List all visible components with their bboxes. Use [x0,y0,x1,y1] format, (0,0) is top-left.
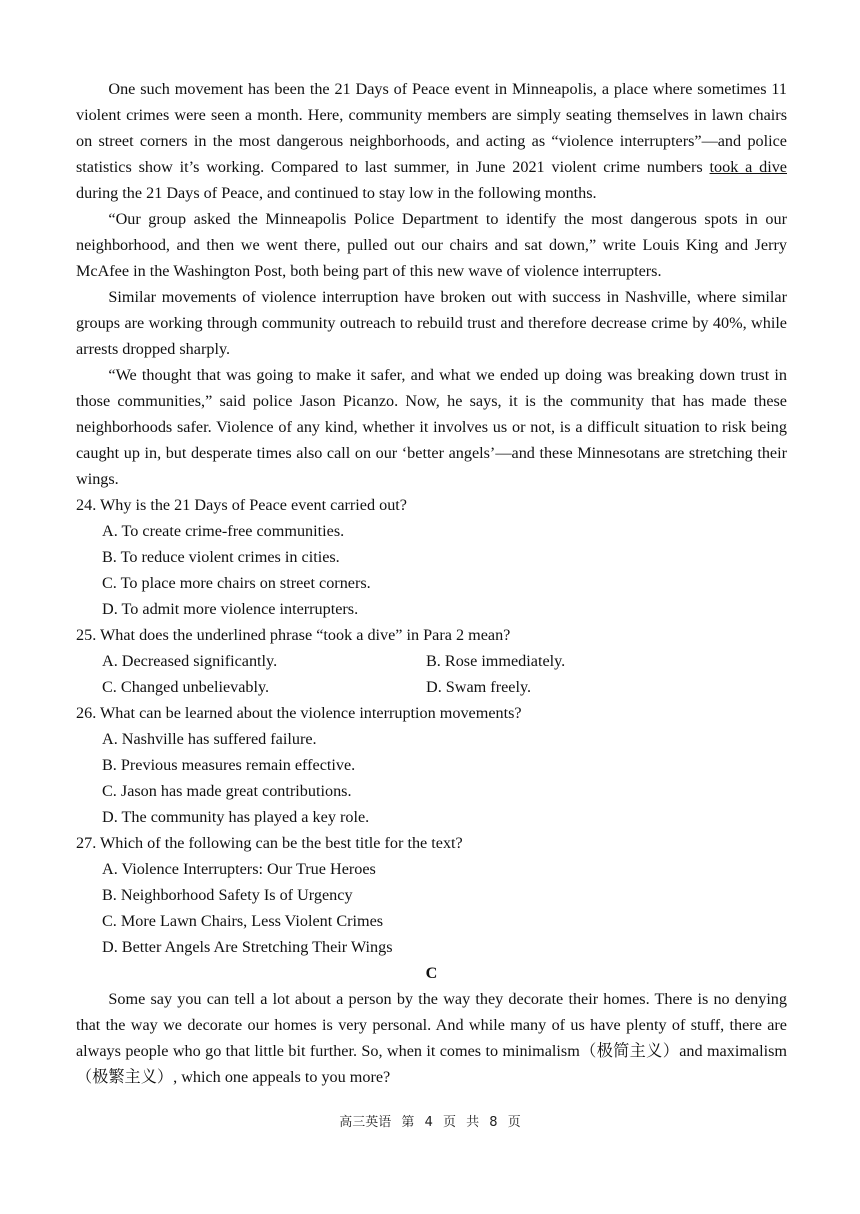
option-26a: A. Nashville has suffered failure. [102,730,317,748]
page-footer [0,1111,860,1130]
paragraph-1: One such movement has been the 21 Days of Peace event in Minneapolis, a place where sometimes 11 violent crimes were seen a month. Here, community members are simply seating themselves in lawn chairs on street corners in the most dangerous neighborhoods, and acting as “violence interrupters”—and police statistics show it’s working. Compared to last summer, in June 2021 violent crime numbers took a dive during the 21 Days of Peace, and continued to stay low in the following months. [76,80,787,202]
footer-subject: 高三英语 [339,1115,392,1130]
option-27a: A. Violence Interrupters: Our True Heroes [102,860,376,878]
option-27d: D. Better Angels Are Stretching Their Wings [102,938,393,956]
footer-total-number: 8 [489,1115,498,1130]
footer-total-prefix: 共 [466,1115,480,1130]
option-24a: A. To create crime-free communities. [102,522,345,540]
option-24c: C. To place more chairs on street corners. [102,574,371,592]
paragraph-3: Similar movements of violence interruption have broken out with success in Nashville, where similar groups are working through community outreach to rebuild trust and therefore decrease crime by 40%, while arrests dropped sharply. [76,288,787,358]
footer-page-prefix: 第 [401,1115,415,1130]
section-heading-c: C [425,964,438,982]
footer-total-suffix: 页 [507,1115,521,1130]
footer-page-mid: 页 [442,1115,456,1130]
option-25d: D. Swam freely. [426,678,532,696]
question-24: 24. Why is the 21 Days of Peace event carried out? [76,496,407,514]
footer-page-number: 4 [424,1115,433,1130]
option-26c: C. Jason has made great contributions. [102,782,352,800]
option-27c: C. More Lawn Chairs, Less Violent Crimes [102,912,384,930]
question-25: 25. What does the underlined phrase “took a dive” in Para 2 mean? [76,626,511,644]
option-27b: B. Neighborhood Safety Is of Urgency [102,886,353,904]
paragraph-4: “We thought that was going to make it safer, and what we ended up doing was breaking down trust in those communities,” said police Jason Picanzo. Now, he says, it is the community that has made these neighborhoods safer. Violence of any kind, whether it involves us or not, is a difficult situation to risk being caught up in, but desperate times also call on our ‘better angels’—and these Minnesotans are stretching their wings. [76,366,787,488]
option-26d: D. The community has played a key role. [102,808,370,826]
document-page [76,76,787,1090]
option-25b: B. Rose immediately. [426,652,566,670]
paragraph-c1: Some say you can tell a lot about a person by the way they decorate their homes. There is no denying that the way we decorate our homes is very personal. And while many of us have plenty of stuff, there are always people who go that little bit further. So, when it comes to minimalism（极简主义）and maximalism（极繁主义）, which one appeals to you more? [76,990,787,1086]
question-27: 27. Which of the following can be the best title for the text? [76,834,463,852]
options-25-row-1 [102,648,787,674]
option-25a: A. Decreased significantly. [102,652,278,670]
underlined-phrase: took a dive [709,158,787,176]
option-24d: D. To admit more violence interrupters. [102,600,359,618]
option-25c: C. Changed unbelievably. [102,678,270,696]
question-26: 26. What can be learned about the violence interruption movements? [76,704,522,722]
options-25-row-2 [102,674,787,700]
option-24b: B. To reduce violent crimes in cities. [102,548,340,566]
paragraph-2: “Our group asked the Minneapolis Police Department to identify the most dangerous spots in our neighborhood, and then we went there, pulled out our chairs and sat down,” write Louis King and Jerry McAfee in the Washington Post, both being part of this new wave of violence interrupters. [76,210,787,280]
option-26b: B. Previous measures remain effective. [102,756,356,774]
